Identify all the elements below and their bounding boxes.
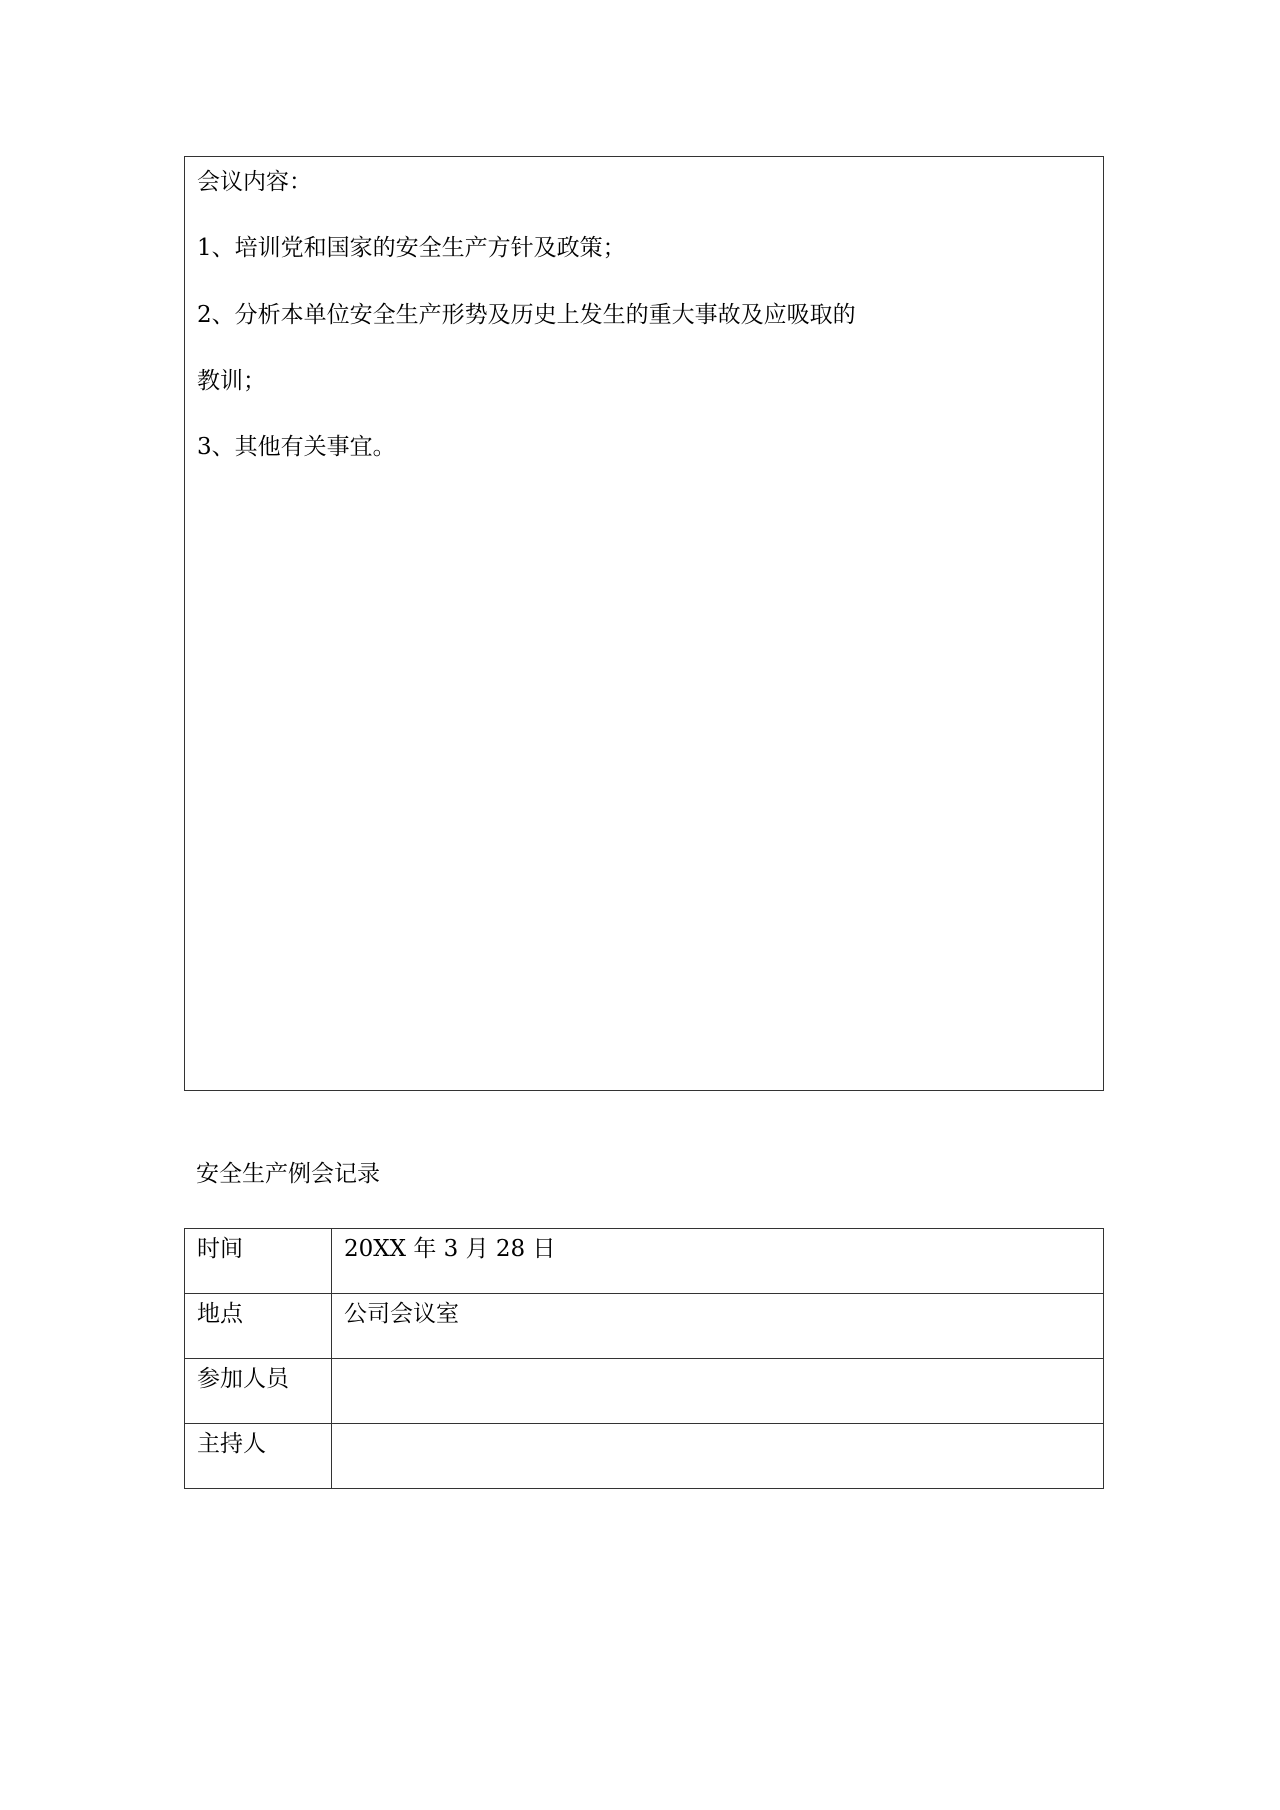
table-row (185, 1424, 1104, 1489)
meeting-content-heading: 会议内容： (197, 169, 312, 195)
meeting-content-item: 3、其他有关事宜。 (197, 434, 396, 460)
meeting-content-item: 2、分析本单位安全生产形势及历史上发生的重大事故及应吸取的 (197, 302, 856, 328)
host-label: 主持人 (185, 1424, 332, 1489)
attendees-label: 参加人员 (185, 1359, 332, 1424)
time-value: 20XX 年 3 月 28 日 (332, 1229, 1104, 1294)
location-label: 地点 (185, 1294, 332, 1359)
meeting-content-item: 1、培训党和国家的安全生产方针及政策； (197, 235, 626, 261)
location-value: 公司会议室 (332, 1294, 1104, 1359)
table-row (185, 1359, 1104, 1424)
meeting-content-item: 教训； (197, 368, 266, 394)
table-row (185, 1294, 1104, 1359)
host-value (332, 1424, 1104, 1489)
table-row (185, 1229, 1104, 1294)
attendees-value (332, 1359, 1104, 1424)
meeting-content-box (184, 156, 1104, 1091)
record-info-table (184, 1228, 1104, 1489)
record-title: 安全生产例会记录 (196, 1161, 380, 1187)
time-label: 时间 (185, 1229, 332, 1294)
